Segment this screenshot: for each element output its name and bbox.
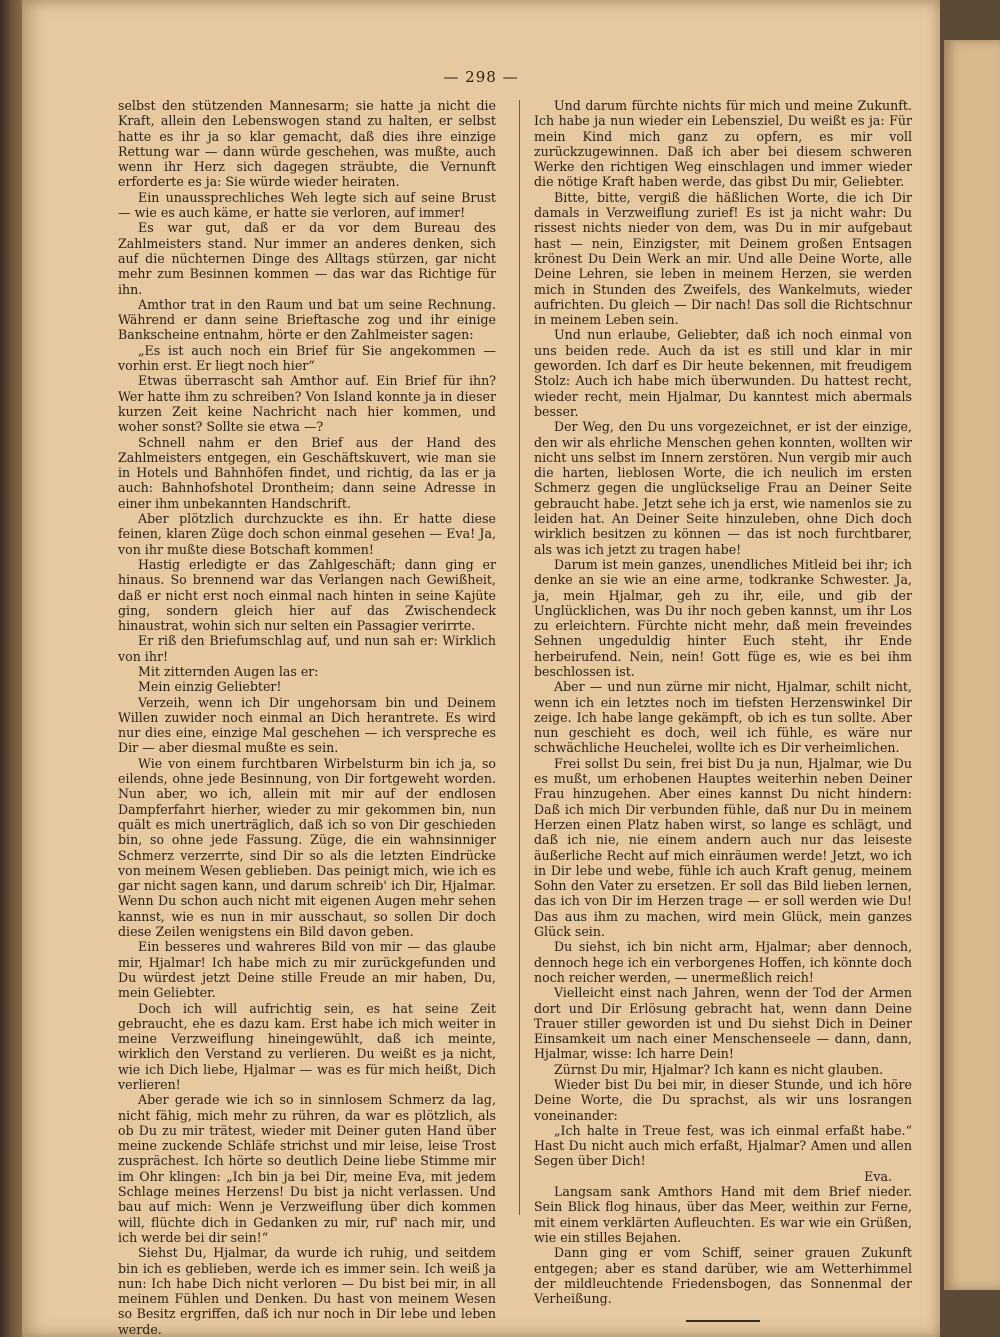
end-rule [686, 1320, 760, 1322]
adjacent-page-edge [944, 40, 1000, 1290]
paragraph: Zürnst Du mir, Hjalmar? Ich kann es nicht glauben. [554, 1061, 884, 1077]
paragraph: Schnell nahm er den Brief aus der Hand des Zahlmeisters entgegen, ein Geschäftskuvert, wie man sie in Hotels und Bahnhöfen findet, und richtig, da las er ja auch: Bahnhofshotel Drontheim; dann seine Adresse in einer ihm unbekannten Handschrift. [118, 434, 496, 511]
paragraph: Doch ich will aufrichtig sein, es hat seine Zeit gebraucht, ehe es dazu kam. Erst habe ich mich weiter in meine Verzweiflung hineingewühlt, daß ich meinte, wirklich den Verstand zu verlieren. Du weißt es ja nicht, wie ich Dich liebe, Hjalmar — was es für mich heißt, Dich verlieren! [118, 1000, 496, 1092]
paragraph: Frei sollst Du sein, frei bist Du ja nun, Hjalmar, wie Du es mußt, um erhobenen Hauptes weiterhin neben Deiner Frau hinzugehen. Aber eines kannst Du nicht hindern: Daß ich mich Dir verbunden fühle, daß nur Du in meinem Herzen einen Platz haben wirst, so lange es schlägt, und daß ich nie, nie einem andern auch nur das leiseste äußerliche Recht auf mich einräumen werde! Jetzt, wo ich in Dir lebe und webe, fühle ich auch Kraft genug, meinem Sohn den Vater zu ersetzen. Er soll das Bild lieben lernen, das ich von Dir im Herzen trage — er soll werden wie Du! Das aus ihm zu machen, wird mein Glück, mein ganzes Glück sein. [534, 755, 912, 940]
paragraph: Vielleicht einst nach Jahren, wenn der Tod der Armen dort und Dir Erlösung gebracht hat, wenn dann Deine Trauer stiller geworden ist und Du siehst Dich in Deiner Einsamkeit um nach einer Menschenseele — dann, dann, Hjalmar, wisse: Ich harre Dein! [534, 985, 912, 1062]
page-number: — 298 — [443, 68, 519, 86]
paragraph: selbst den stützenden Mannesarm; sie hatte ja nicht die Kraft, allein den Lebenswogen stand zu halten, er selbst hatte es ihr ja so klar gemacht, daß dies ihre einzige Rettung war — dann würde geschehen, was mußte, auch wenn ihr Herz sich dagegen sträubte, die Vernunft erforderte es ja: Sie würde wieder heiraten. [118, 98, 496, 190]
paragraph: Es war gut, daß er da vor dem Bureau des Zahlmeisters stand. Nur immer an anderes denken, sich auf die nüchternen Dinge des Alltags stürzen, gar nicht mehr zum Besinnen kommen — das war das Richtige für ihn. [118, 220, 496, 297]
paragraph: Wie von einem furchtbaren Wirbelsturm bin ich ja, so eilends, ohne jede Besinnung, von Dir fortgeweht worden. Nun aber, wo ich, allein mit mir auf der endlosen Dampferfahrt hierher, wieder zu mir gekommen bin, nun quält es mich unerträglich, daß ich so von Dir geschieden bin, so ohne jede Fassung. Züge, die ein wahnsinniger Schmerz verzerrte, sind Dir so als die letzten Eindrücke von meinem Wesen geblieben. Das peinigt mich, wie ich es gar nicht sagen kann, und darum schreib' ich Dir, Hjalmar. Wenn Du schon auch nicht mit eigenen Augen mehr sehen kannst, wie es nun in mir ausschaut, so sollen Dir doch diese Zeilen wenigstens ein Bild davon geben. [118, 755, 496, 940]
paragraph: Verzeih, wenn ich Dir ungehorsam bin und Deinem Willen zuwider noch einmal an Dich herantrete. Es wird nur dies eine, einzige Mal geschehen — ich verspreche es Dir — aber diesmal mußte es sein. [118, 694, 496, 756]
paragraph: Siehst Du, Hjalmar, da wurde ich ruhig, und seitdem bin ich es geblieben, werde ich es immer sein. Ich weiß ja nun: Ich habe Dich nicht verloren — Du bist bei mir, in all meinem Fühlen und Denken. Du hast von meinem Wesen so Besitz ergriffen, daß ich nur noch in Dir lebe und leben werde. [118, 1245, 496, 1337]
paragraph: Aber plötzlich durchzuckte es ihn. Er hatte diese feinen, klaren Züge doch schon einmal gesehen — Eva! Ja, von ihr mußte diese Botschaft kommen! [118, 511, 496, 557]
column-divider [519, 100, 520, 1215]
paragraph: Aber — und nun zürne mir nicht, Hjalmar, schilt nicht, wenn ich ein letztes noch im tiefsten Herzenswinkel Dir zeige. Ich habe lange gekämpft, ob ich es tun sollte. Aber nun geschieht es doch, weil ich fühle, es wäre nur schwächliche Heuchelei, wollte ich es Dir verheimlichen. [534, 679, 912, 756]
paragraph: Dann ging er vom Schiff, seiner grauen Zukunft entgegen; aber es stand darüber, wie am Wetterhimmel der mildleuchtende Friedensbogen, das Sonnenmal der Verheißung. [534, 1245, 912, 1307]
paragraph: Du siehst, ich bin nicht arm, Hjalmar; aber dennoch, dennoch hege ich ein verborgenes Hoffen, ich könnte doch noch reicher werden, — unermeßlich reich! [534, 939, 912, 985]
paragraph: „Ich halte in Treue fest, was ich einmal erfaßt habe.“ Hast Du nicht auch mich erfaßt, Hjalmar? Amen und allen Segen über Dich! [534, 1122, 912, 1169]
paragraph: Wieder bist Du bei mir, in dieser Stunde, und ich höre Deine Worte, die Du sprachst, als wir uns losrangen voneinander: [534, 1077, 912, 1123]
paragraph: Der Weg, den Du uns vorgezeichnet, er ist der einzige, den wir als ehrliche Menschen gehen konnten, wollten wir nicht uns selbst im Innern zerstören. Nun vergib mir auch die harten, lieblosen Worte, die ich neulich im ersten Schmerz gegen die unglückselige Frau an Deiner Seite gebraucht habe. Jetzt sehe ich ja erst, wie namenlos sie zu leiden hat. An Deiner Seite hinzuleben, ohne Dich doch wirklich besitzen zu können — das ist noch furchtbarer, als was ich jetzt zu tragen habe! [534, 419, 912, 557]
paragraph: Eva. [864, 1168, 892, 1184]
left-text-column [118, 98, 496, 1337]
paragraph: Und nun erlaube, Geliebter, daß ich noch einmal von uns beiden rede. Auch da ist es still und klar in mir geworden. Ich darf es Dir heute bekennen, mit freudigem Stolz: Auch ich habe mich überwunden. Du hattest recht, wieder recht, mein Hjalmar, Du kanntest mich abermals besser. [534, 327, 912, 419]
paragraph: Mein einzig Geliebter! [138, 679, 282, 695]
paragraph: Hastig erledigte er das Zahlgeschäft; dann ging er hinaus. So brennend war das Verlangen nach Gewißheit, daß er nicht erst noch einmal nach hinten in seine Kajüte ging, sondern gleich hier auf das Zwischendeck hinaustrat, wohin sich nur selten ein Passagier verirrte. [118, 556, 496, 634]
paragraph: Bitte, bitte, vergiß die häßlichen Worte, die ich Dir damals in Verzweiflung zurief! Es ist ja nicht wahr: Du rissest nichts nieder von dem, was Du in mir aufgebaut hast — nein, Einzigster, mit Deinem großen Entsagen krönest Du Dein Werk an mir. Und alle Deine Worte, alle Deine Lehren, sie leben in meinem Herzen, sie werden mich in Stunden des Zweifels, des Wankelmuts, wieder aufrichten. Du gleich — Dir nach! Das soll die Richtschnur in meinem Leben sein. [534, 189, 912, 328]
paragraph: Und darum fürchte nichts für mich und meine Zukunft. Ich habe ja nun wieder ein Lebensziel, Du weißt es ja: Für mein Kind mich ganz zu opfern, es mir voll zurückzugewinnen. Daß ich aber bei diesem schweren Werke den richtigen Weg einschlagen und immer wieder die nötige Kraft haben werde, das gibst Du mir, Geliebter. [534, 98, 912, 190]
paragraph: Aber gerade wie ich so in sinnlosem Schmerz da lag, nicht fähig, mich mehr zu rühren, da war es plötzlich, als ob Du zu mir trätest, wieder mit Deiner guten Hand über meine zuckende Schläfe strichst und mir leise, leise Trost zusprächest. Ich hörte so deutlich Deine liebe Stimme mir im Ohr klingen: „Ich bin ja bei Dir, meine Eva, mit jedem Schlage meines Herzens! Du bist ja nicht verlassen. Und bau auf mich: Wenn je Verzweiflung über dich kommen will, flüchte dich in Gedanken zu mir, ruf' nach mir, und ich werde bei dir sein!“ [118, 1092, 496, 1245]
paragraph: Ein unaussprechliches Weh legte sich auf seine Brust — wie es auch käme, er hatte sie verloren, auf immer! [118, 189, 496, 221]
paragraph: Etwas überrascht sah Amthor auf. Ein Brief für ihn? Wer hatte ihm zu schreiben? Von Island konnte ja in dieser kurzen Zeit keine Nachricht nach hier kommen, und woher sonst? Sollte sie etwa —? [118, 373, 496, 435]
book-page [22, 0, 940, 1337]
paragraph: Amthor trat in den Raum und bat um seine Rechnung. Während er dann seine Brieftasche zog und ihr einige Bankscheine entnahm, hörte er den Zahlmeister sagen: [118, 296, 496, 343]
paragraph: Ein besseres und wahreres Bild von mir — das glaube mir, Hjalmar! Ich habe mich zu mir zurückgefunden und Du würdest jetzt Deine stille Freude an mir haben, Du, mein Geliebter. [118, 939, 496, 1001]
paragraph: Er riß den Briefumschlag auf, und nun sah er: Wirklich von ihr! [118, 633, 496, 664]
paragraph: Mit zitternden Augen las er: [138, 663, 319, 679]
paragraph: Darum ist mein ganzes, unendliches Mitleid bei ihr; ich denke an sie wie an eine arme, todkranke Schwester. Ja, ja, mein Hjalmar, geh zu ihr, eile, und gib der Unglücklichen, was Du ihr noch geben kannst, um ihr Los zu erleichtern. Fürchte nicht mehr, daß mein freveindes Sehnen ungeduldig hinter Euch steht, ihr Ende herbeirufend. Nein, nein! Gott füge es, wie es bei ihm beschlossen ist. [534, 556, 912, 679]
paragraph: „Es ist auch noch ein Brief für Sie angekommen — vorhin erst. Er liegt noch hier“ [118, 342, 496, 374]
book-binding [0, 0, 22, 1337]
paragraph: Langsam sank Amthors Hand mit dem Brief nieder. Sein Blick flog hinaus, über das Meer, weithin zur Ferne, mit einem verklärten Aufleuchten. Es war wie ein Grüßen, wie ein stilles Bejahen. [534, 1184, 912, 1245]
right-text-column [534, 98, 912, 1322]
